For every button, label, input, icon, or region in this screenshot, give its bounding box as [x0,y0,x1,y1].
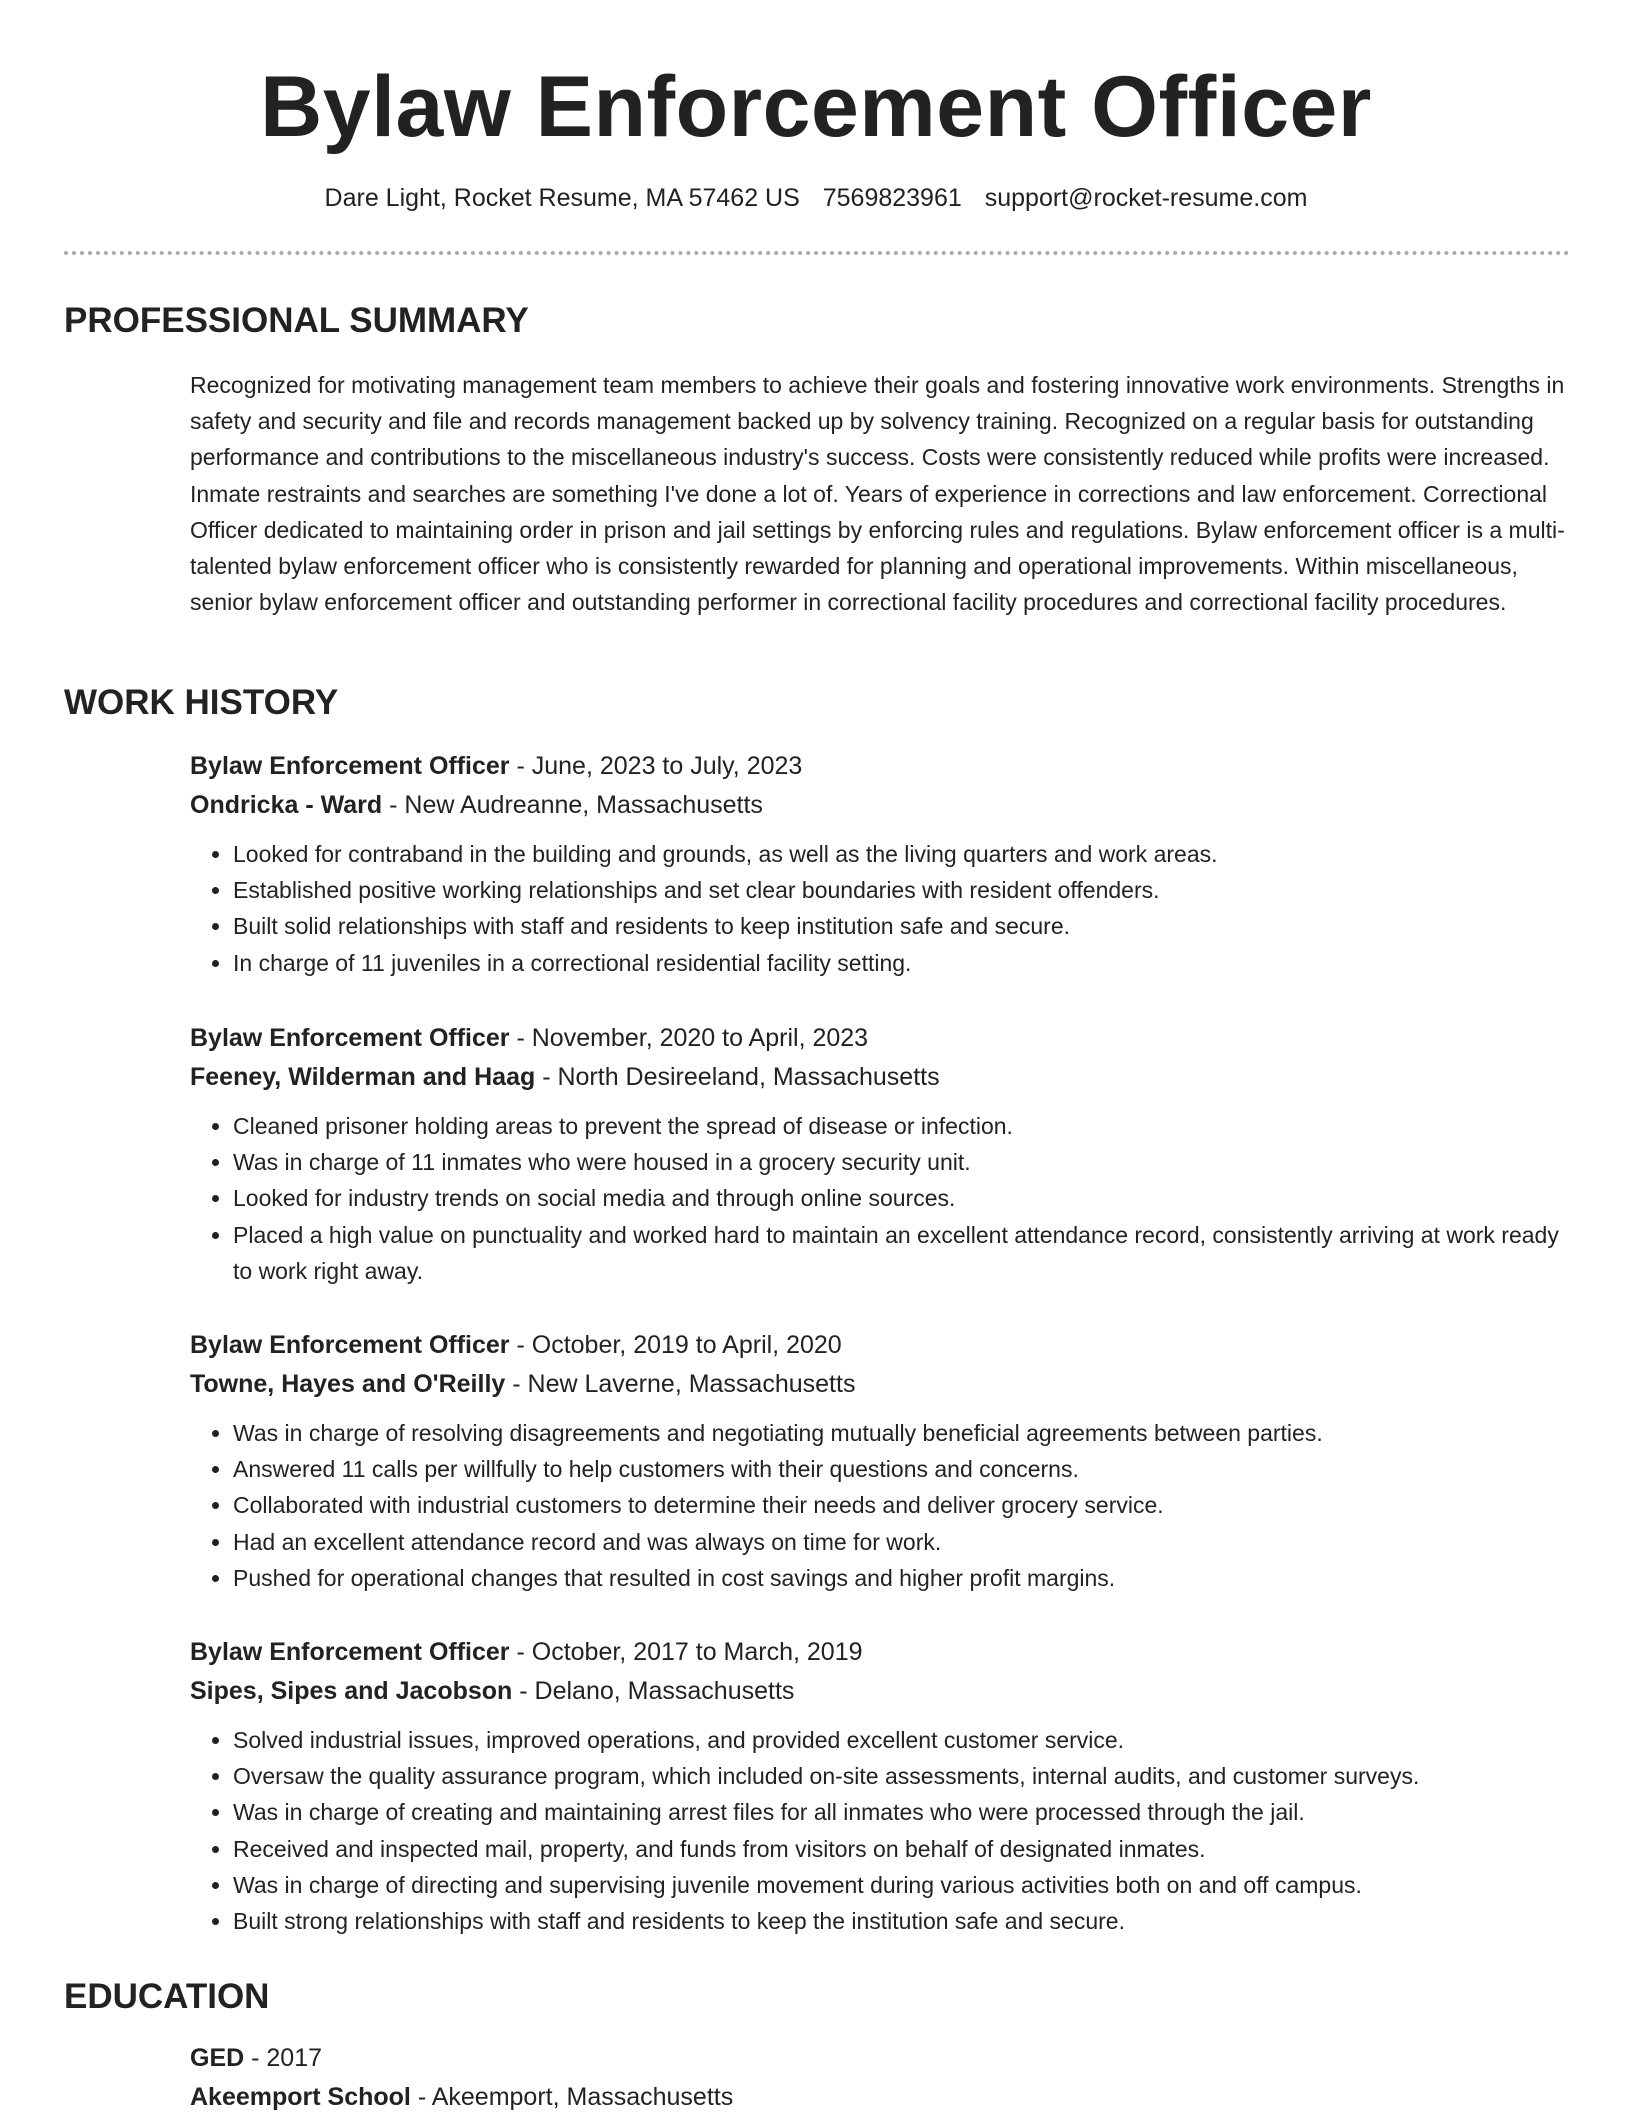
list-item: • Received and inspected mail, property, and funds from visitors on behalf of designated inmates. [233,1831,1575,1867]
contact-line [0,181,1632,215]
job-title-line [190,1019,1575,1058]
job-bullets [190,1722,1575,1939]
job-title-line [190,1633,1575,1672]
list-item: • Pushed for operational changes that resulted in cost savings and higher profit margins. [233,1560,1575,1596]
list-item: • Placed a high value on punctuality and worked hard to maintain an excellent attendance record, consistently arriving at work ready to work right away. [233,1217,1575,1289]
job-entry [190,747,1575,981]
contact-email: support@rocket-resume.com [984,184,1308,212]
section-title-summary: PROFESSIONAL SUMMARY [64,301,529,340]
list-item: • Looked for industry trends on social media and through online sources. [233,1180,1575,1216]
education-entry [190,2039,1575,2117]
job-dates: - June, 2023 to July, 2023 [509,752,803,780]
job-dates: - November, 2020 to April, 2023 [509,1024,869,1052]
job-location: - North Desireeland, Massachusetts [535,1063,940,1091]
list-item: • Was in charge of 11 inmates who were housed in a grocery security unit. [233,1144,1575,1180]
list-item: • Collaborated with industrial customers to determine their needs and deliver grocery service. [233,1487,1575,1523]
job-title: Bylaw Enforcement Officer [190,1024,510,1052]
job-company: Feeney, Wilderman and Haag [190,1063,536,1091]
job-entry [190,1633,1575,1939]
job-company-line [190,786,1575,825]
job-company-line [190,1672,1575,1711]
list-item: • Established positive working relationships and set clear boundaries with resident offenders. [233,872,1575,908]
education-location: - Akeemport, Massachusetts [410,2083,734,2111]
list-item: • Was in charge of resolving disagreements and negotiating mutually beneficial agreements between parties. [233,1415,1575,1451]
job-title-line [190,1326,1575,1365]
job-bullets [190,836,1575,981]
job-bullets [190,1108,1575,1289]
education-degree: GED [190,2044,245,2072]
list-item: • Oversaw the quality assurance program, which included on-site assessments, internal audits, and customer surveys. [233,1758,1575,1794]
job-title: Bylaw Enforcement Officer [190,752,510,780]
job-company-line [190,1058,1575,1097]
summary-text: Recognized for motivating management team members to achieve their goals and fostering innovative work environments. Strengths in safety and security and file and records management backed up by solvency training. Recognized on a regular basis for outstanding performance and contributions to the miscellaneous industry's success. Costs were consistently reduced while profits were increased. Inmate restraints and searches are something I've done a lot of. Years of experience in corrections and law enforcement. Correctional Officer dedicated to maintaining order in prison and jail settings by enforcing rules and regulations. Bylaw enforcement officer is a multi-talented bylaw enforcement officer who is consistently rewarded for planning and operational improvements. Within miscellaneous, senior bylaw enforcement officer and outstanding performer in correctional facility procedures and correctional facility procedures. [190,372,1565,616]
section-title-work: WORK HISTORY [64,683,339,722]
job-bullets [190,1415,1575,1596]
job-company: Ondricka - Ward [190,791,383,819]
list-item: • Cleaned prisoner holding areas to prevent the spread of disease or infection. [233,1108,1575,1144]
job-title: Bylaw Enforcement Officer [190,1331,510,1359]
job-location: - New Laverne, Massachusetts [505,1370,856,1398]
list-item: • Looked for contraband in the building and grounds, as well as the living quarters and work areas. [233,836,1575,872]
list-item: • Built strong relationships with staff and residents to keep the institution safe and secure. [233,1903,1575,1939]
job-location: - Delano, Massachusetts [512,1677,795,1705]
contact-address: Dare Light, Rocket Resume, MA 57462 US [324,184,800,212]
job-company: Towne, Hayes and O'Reilly [190,1370,506,1398]
job-entry [190,1326,1575,1596]
job-entry [190,1019,1575,1289]
job-company: Sipes, Sipes and Jacobson [190,1677,513,1705]
contact-phone: 7569823961 [822,184,962,212]
list-item: • Had an excellent attendance record and was always on time for work. [233,1524,1575,1560]
candidate-name: Bylaw Enforcement Officer [260,59,1372,155]
list-item: • Was in charge of creating and maintaining arrest files for all inmates who were processed through the jail. [233,1794,1575,1830]
list-item: • Solved industrial issues, improved operations, and provided excellent customer service. [233,1722,1575,1758]
job-title: Bylaw Enforcement Officer [190,1638,510,1666]
education-degree-line [190,2039,1575,2078]
list-item: • Built solid relationships with staff and residents to keep institution safe and secure. [233,908,1575,944]
job-title-line [190,747,1575,786]
list-item: • Was in charge of directing and supervising juvenile movement during various activities both on and off campus. [233,1867,1575,1903]
section-title-education: EDUCATION [64,1977,270,2016]
job-company-line [190,1365,1575,1404]
education-school: Akeemport School [190,2083,411,2111]
education-year: - 2017 [244,2044,323,2072]
list-item: • In charge of 11 juveniles in a correctional residential facility setting. [233,945,1575,981]
job-dates: - October, 2019 to April, 2020 [509,1331,842,1359]
header-divider [64,251,1570,255]
job-dates: - October, 2017 to March, 2019 [509,1638,863,1666]
job-location: - New Audreanne, Massachusetts [382,791,763,819]
education-school-line [190,2078,1575,2117]
list-item: • Answered 11 calls per willfully to help customers with their questions and concerns. [233,1451,1575,1487]
